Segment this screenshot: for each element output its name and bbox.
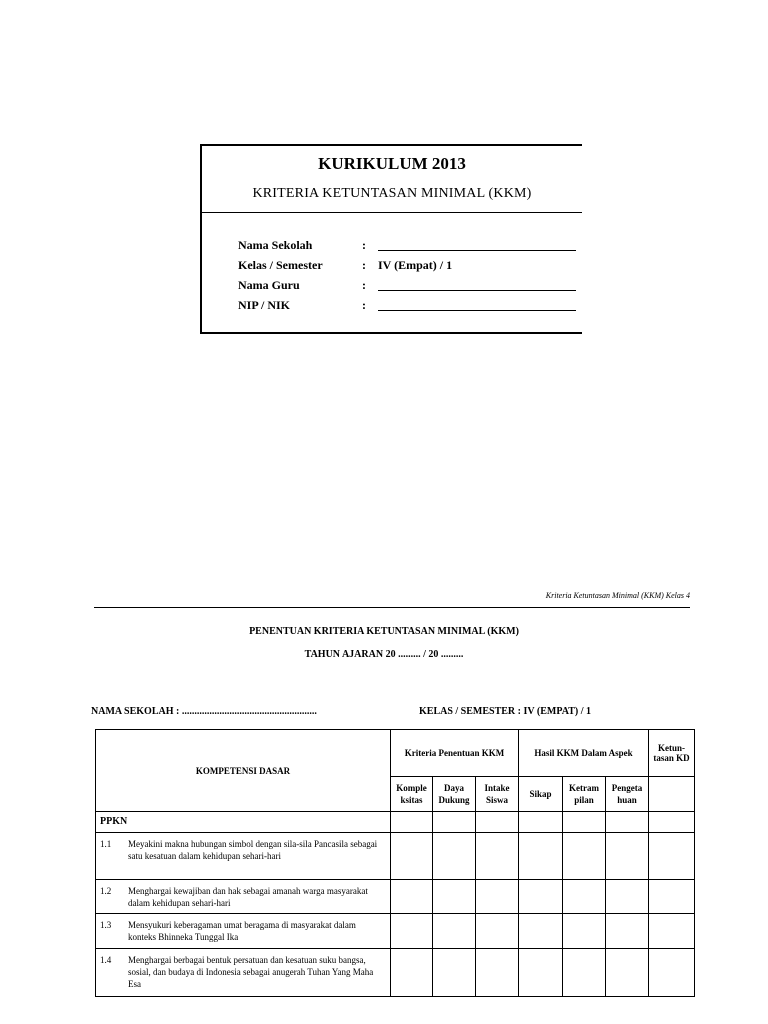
- kd-cell: [96, 833, 391, 880]
- empty-cell: [649, 914, 695, 949]
- table-row: [96, 833, 695, 880]
- school-name-line: NAMA SEKOLAH : ......................................................: [91, 706, 317, 717]
- kd-text: Mensyukuri keberagaman umat beragama di masyarakat dalam konteks Bhinneka Tunggal Ika: [128, 920, 356, 942]
- page-title: PENENTUAN KRITERIA KETUNTASAN MINIMAL (KKM): [249, 626, 519, 637]
- field-colon: :: [362, 278, 366, 292]
- empty-cell: [649, 777, 695, 812]
- empty-cell: [519, 880, 563, 914]
- field-blank-line: [378, 298, 576, 311]
- field-row-kelas-semester: [238, 258, 576, 278]
- header-rule: [94, 607, 690, 608]
- empty-cell: [606, 833, 649, 880]
- empty-cell: [519, 949, 563, 997]
- empty-cell: [433, 833, 476, 880]
- field-colon: :: [362, 238, 366, 252]
- empty-cell: [649, 949, 695, 997]
- table-row: [96, 914, 695, 949]
- header-kompleksitas: Komple ksitas: [391, 777, 433, 812]
- class-semester-line: KELAS / SEMESTER : IV (EMPAT) / 1: [419, 706, 591, 717]
- header-ketuntasan-kd: Ketun-tasan KD: [649, 730, 695, 777]
- running-head: Kriteria Ketuntasan Minimal (KKM) Kelas 4: [545, 591, 690, 600]
- header-kompetensi-dasar: KOMPETENSI DASAR: [96, 730, 391, 812]
- field-label: Nama Guru: [238, 278, 300, 292]
- kd-cell: [96, 949, 391, 997]
- kd-text: Menghargai kewajiban dan hak sebagai amanah warga masyarakat dalam kehidupan sehari-hari: [128, 886, 368, 908]
- empty-cell: [391, 833, 433, 880]
- section-ppkn: PPKN: [96, 812, 391, 833]
- empty-cell: [563, 833, 606, 880]
- field-colon: :: [362, 298, 366, 312]
- empty-cell: [433, 812, 476, 833]
- field-row-nama-sekolah: [238, 238, 576, 258]
- empty-cell: [519, 812, 563, 833]
- table-row: [96, 880, 695, 914]
- cover-subtitle: KRITERIA KETUNTASAN MINIMAL (KKM): [252, 186, 532, 201]
- kd-cell: [96, 880, 391, 914]
- kd-number: 1.4: [100, 955, 112, 965]
- header-intake-siswa: Intake Siswa: [476, 777, 519, 812]
- cover-box: [200, 144, 582, 334]
- empty-cell: [519, 914, 563, 949]
- cover-fields: [238, 238, 576, 318]
- empty-cell: [433, 880, 476, 914]
- empty-cell: [649, 880, 695, 914]
- empty-cell: [391, 949, 433, 997]
- header-kriteria-penentuan: Kriteria Penentuan KKM: [391, 730, 519, 777]
- empty-cell: [476, 812, 519, 833]
- empty-cell: [476, 833, 519, 880]
- empty-cell: [433, 949, 476, 997]
- kd-text: Meyakini makna hubungan simbol dengan sila-sila Pancasila sebagai satu kesatuan dalam kehidupan sehari-hari: [128, 839, 378, 861]
- empty-cell: [649, 833, 695, 880]
- empty-cell: [519, 833, 563, 880]
- field-label: NIP / NIK: [238, 298, 291, 312]
- kd-number: 1.3: [100, 920, 112, 930]
- header-sikap: Sikap: [519, 777, 563, 812]
- header-pengetahuan: Pengeta huan: [606, 777, 649, 812]
- kd-number: 1.1: [100, 839, 112, 849]
- kd-number: 1.2: [100, 886, 112, 896]
- empty-cell: [476, 914, 519, 949]
- academic-year: TAHUN AJARAN 20 ......... / 20 .........: [304, 649, 464, 660]
- cover-title: KURIKULUM 2013: [318, 154, 466, 173]
- empty-cell: [649, 812, 695, 833]
- empty-cell: [606, 812, 649, 833]
- field-row-nama-guru: [238, 278, 576, 298]
- cover-divider: [202, 212, 582, 213]
- empty-cell: [476, 949, 519, 997]
- empty-cell: [563, 949, 606, 997]
- kd-cell: [96, 914, 391, 949]
- table-row: [96, 949, 695, 997]
- empty-cell: [563, 914, 606, 949]
- header-hasil-kkm: Hasil KKM Dalam Aspek: [519, 730, 649, 777]
- header-daya-dukung: Daya Dukung: [433, 777, 476, 812]
- empty-cell: [391, 914, 433, 949]
- empty-cell: [476, 880, 519, 914]
- empty-cell: [606, 880, 649, 914]
- field-row-nip-nik: [238, 298, 576, 318]
- field-colon: :: [362, 258, 366, 272]
- empty-cell: [606, 914, 649, 949]
- header-keterampilan: Ketram pilan: [563, 777, 606, 812]
- field-blank-line: [378, 278, 576, 291]
- kkm-table: [95, 729, 695, 997]
- field-label: Kelas / Semester: [238, 258, 323, 272]
- empty-cell: [563, 812, 606, 833]
- empty-cell: [391, 880, 433, 914]
- field-blank-line: [378, 238, 576, 251]
- empty-cell: [606, 949, 649, 997]
- field-value: IV (Empat) / 1: [378, 258, 453, 272]
- kd-text: Menghargai berbagai bentuk persatuan dan kesatuan suku bangsa, sosial, dan budaya di Indonesia sebagai anugerah Tuhan Yang Maha Esa: [128, 955, 374, 989]
- empty-cell: [563, 880, 606, 914]
- empty-cell: [433, 914, 476, 949]
- empty-cell: [391, 812, 433, 833]
- field-label: Nama Sekolah: [238, 238, 313, 252]
